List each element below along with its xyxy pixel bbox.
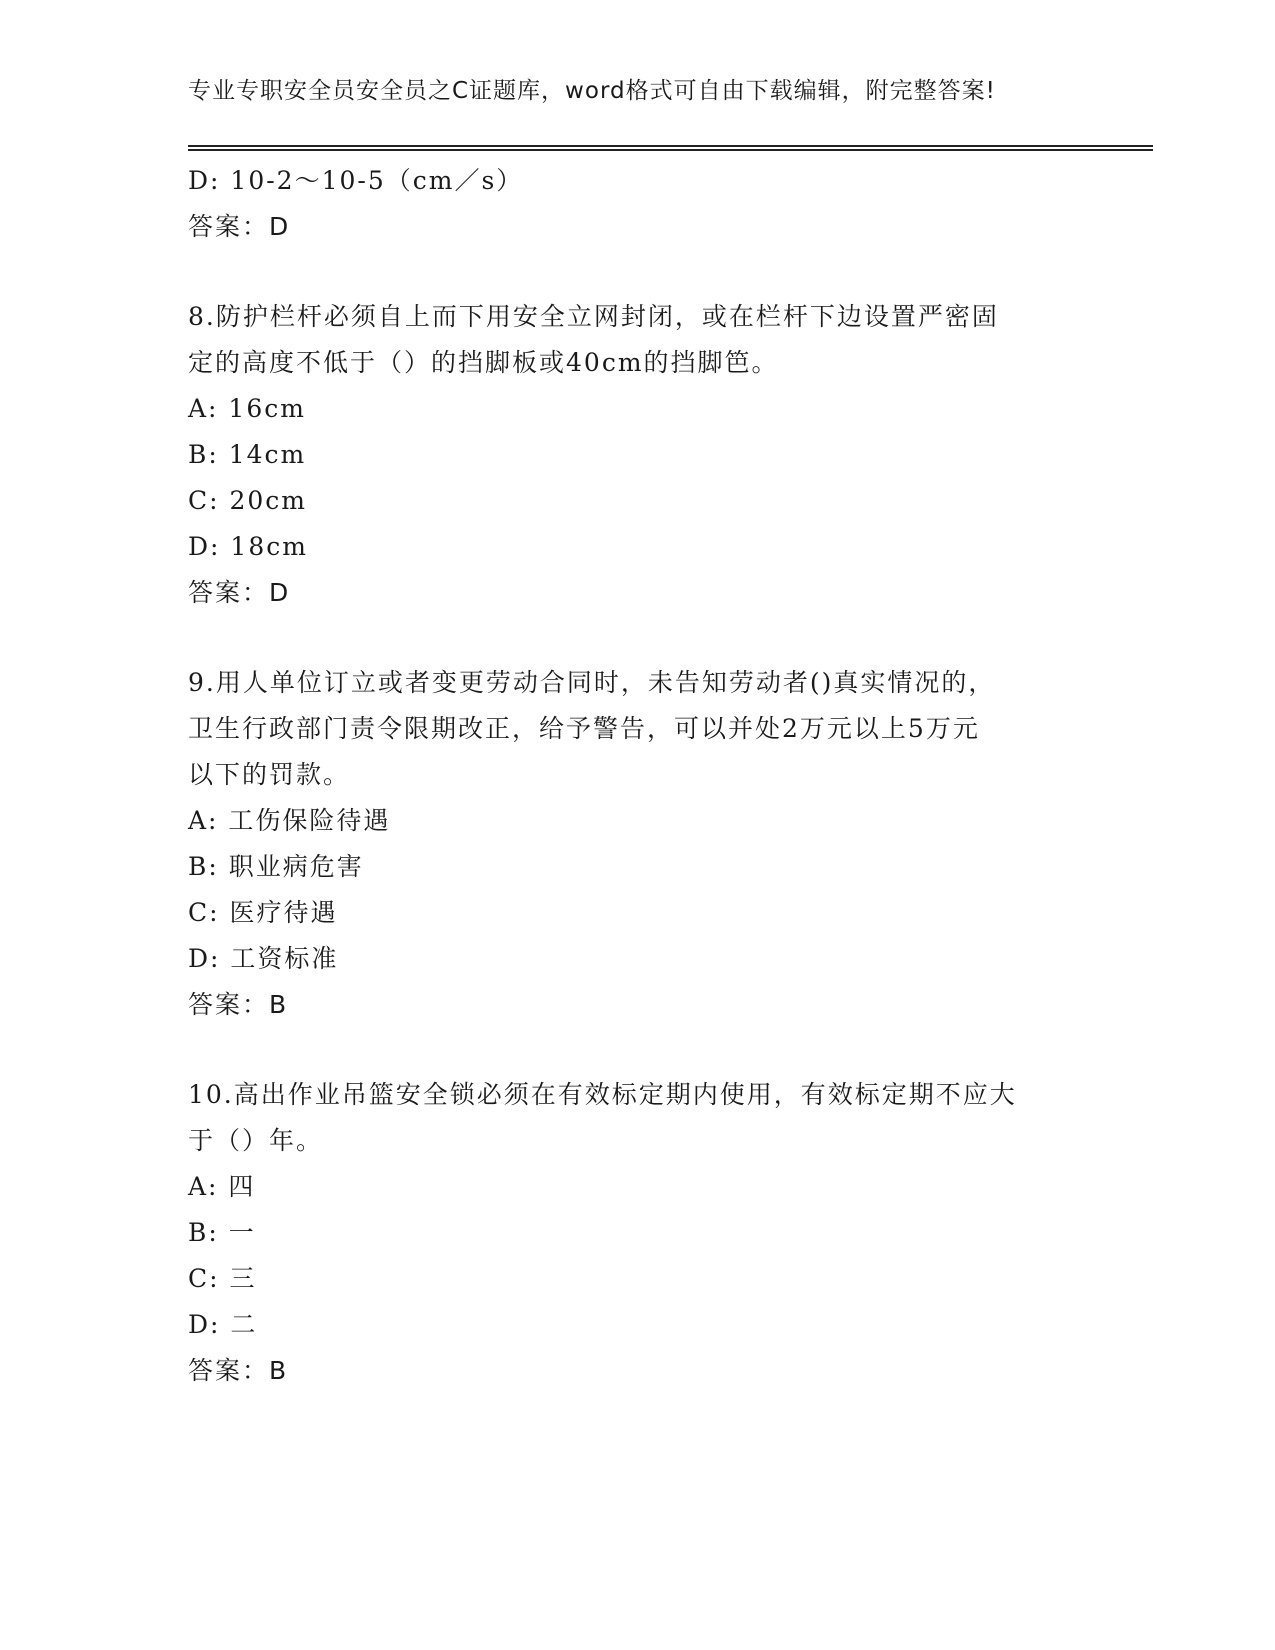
answer: 答案：B <box>188 1356 289 1385</box>
option-c: C: 20cm <box>188 486 308 515</box>
option-a: A: 工伤保险待遇 <box>188 806 391 835</box>
option-c: C: 三 <box>188 1264 257 1293</box>
spacer <box>188 616 1088 660</box>
option-a: A: 16cm <box>188 394 306 423</box>
question-10 <box>188 1072 1088 1394</box>
question-9 <box>188 660 1088 1028</box>
answer: 答案：D <box>188 212 291 241</box>
question-stem: 以下的罚款。 <box>188 760 351 789</box>
spacer <box>188 1028 1088 1072</box>
document-body <box>188 158 1088 1394</box>
question-stem: 定的高度不低于（）的挡脚板或40cm的挡脚笆。 <box>188 348 779 377</box>
answer: 答案：B <box>188 990 289 1019</box>
page-header: 专业专职安全员安全员之C证题库，word格式可自由下载编辑，附完整答案! <box>188 78 996 104</box>
option-d: D: 18cm <box>188 532 308 561</box>
question-stem: 8.防护栏杆必须自上而下用安全立网封闭，或在栏杆下边设置严密固 <box>188 302 999 331</box>
option-b: B: 14cm <box>188 440 307 469</box>
option-a: A: 四 <box>188 1172 256 1201</box>
header-double-rule <box>188 145 1153 151</box>
question-8 <box>188 294 1088 616</box>
question-stem: 于（）年。 <box>188 1126 324 1155</box>
question-7-tail <box>188 158 1088 250</box>
question-stem: 10.高出作业吊篮安全锁必须在有效标定期内使用，有效标定期不应大 <box>188 1080 1017 1109</box>
option-c: C: 医疗待遇 <box>188 898 338 927</box>
question-stem: 卫生行政部门责令限期改正，给予警告，可以并处2万元以上5万元 <box>188 714 980 743</box>
spacer <box>188 250 1088 294</box>
option-d: D: 10-2～10-5（cm／s） <box>188 166 524 195</box>
option-b: B: 职业病危害 <box>188 852 364 881</box>
option-d: D: 工资标准 <box>188 944 339 973</box>
option-b: B: 一 <box>188 1218 256 1247</box>
question-stem: 9.用人单位订立或者变更劳动合同时，未告知劳动者()真实情况的， <box>188 668 996 697</box>
answer: 答案：D <box>188 578 291 607</box>
option-d: D: 二 <box>188 1310 258 1339</box>
